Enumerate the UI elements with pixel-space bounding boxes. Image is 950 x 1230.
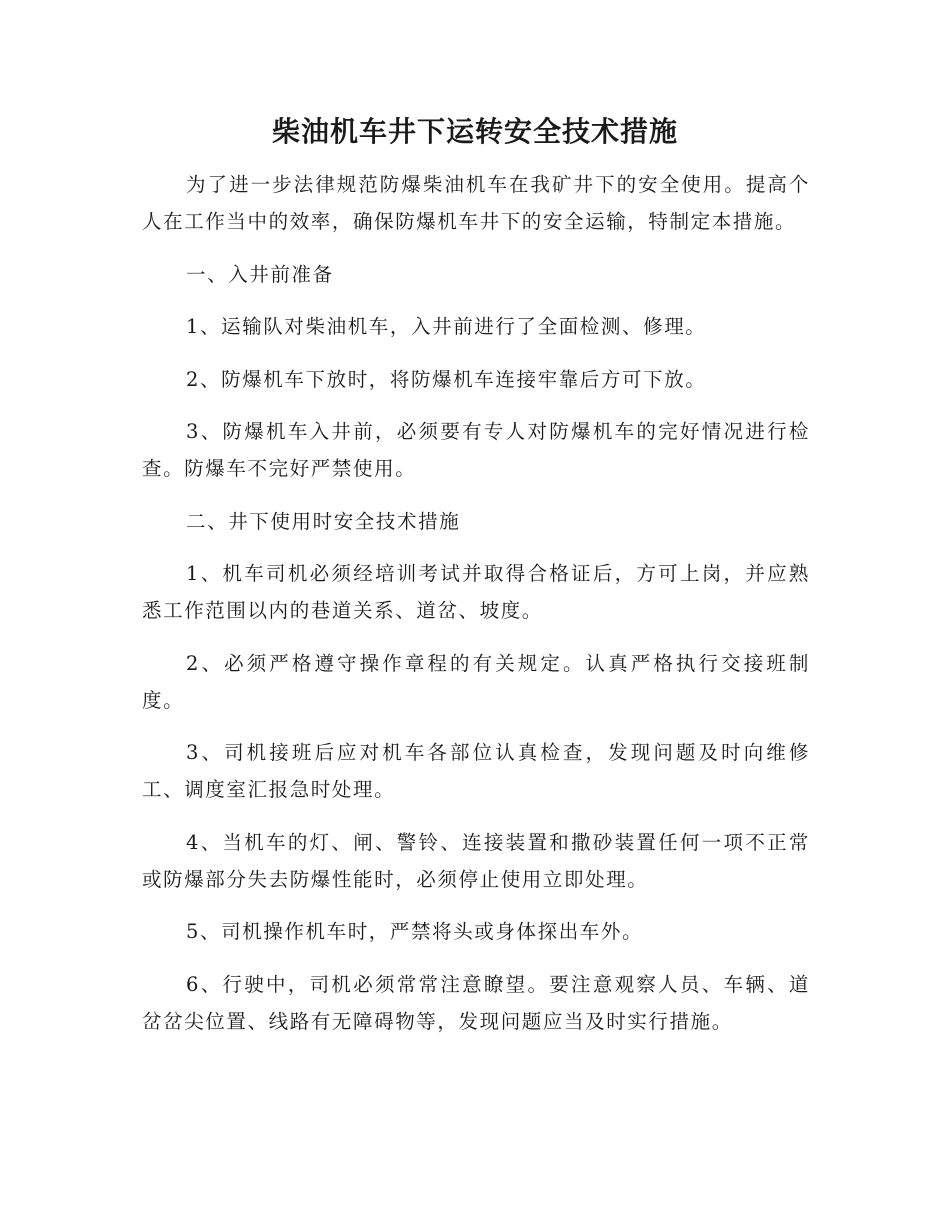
section-heading-safety-measures: 二、井下使用时安全技术措施 xyxy=(186,509,461,533)
list-item: 2、必须严格遵守操作章程的有关规定。认真严格执行交接班制度。 xyxy=(142,651,810,712)
document-body xyxy=(142,166,810,1055)
section-heading-preparation: 一、入井前准备 xyxy=(186,262,334,286)
list-item: 3、防爆机车入井前，必须要有专人对防爆机车的完好情况进行检查。防爆车不完好严禁使用。 xyxy=(142,420,810,480)
document-title: 柴油机车井下运转安全技术措施 xyxy=(271,115,678,148)
list-item: 4、当机车的灯、闸、警铃、连接装置和撒砂装置任何一项不正常或防爆部分失去防爆性能时，必须停止使用立即处理。 xyxy=(142,830,810,891)
list-item: 6、行驶中，司机必须常常注意瞭望。要注意观察人员、车辆、道岔岔尖位置、线路有无障碍物等，发现问题应当及时实行措施。 xyxy=(142,972,810,1033)
list-item: 1、运输队对柴油机车，入井前进行了全面检测、修理。 xyxy=(186,315,707,338)
list-item: 1、机车司机必须经培训考试并取得合格证后，方可上岗，并应熟悉工作范围以内的巷道关系、道岔、坡度。 xyxy=(142,562,810,622)
list-item: 5、司机操作机车时，严禁将头或身体探出车外。 xyxy=(186,920,644,943)
list-item: 3、司机接班后应对机车各部位认真检查，发现问题及时向维修工、调度室汇报急时处理。 xyxy=(142,741,810,801)
list-item: 2、防爆机车下放时，将防爆机车连接牢靠后方可下放。 xyxy=(186,367,707,391)
intro-paragraph: 为了进一步法律规范防爆柴油机车在我矿井下的安全使用。提高个人在工作当中的效率，确保防爆机车井下的安全运输，特制定本措施。 xyxy=(142,173,810,233)
